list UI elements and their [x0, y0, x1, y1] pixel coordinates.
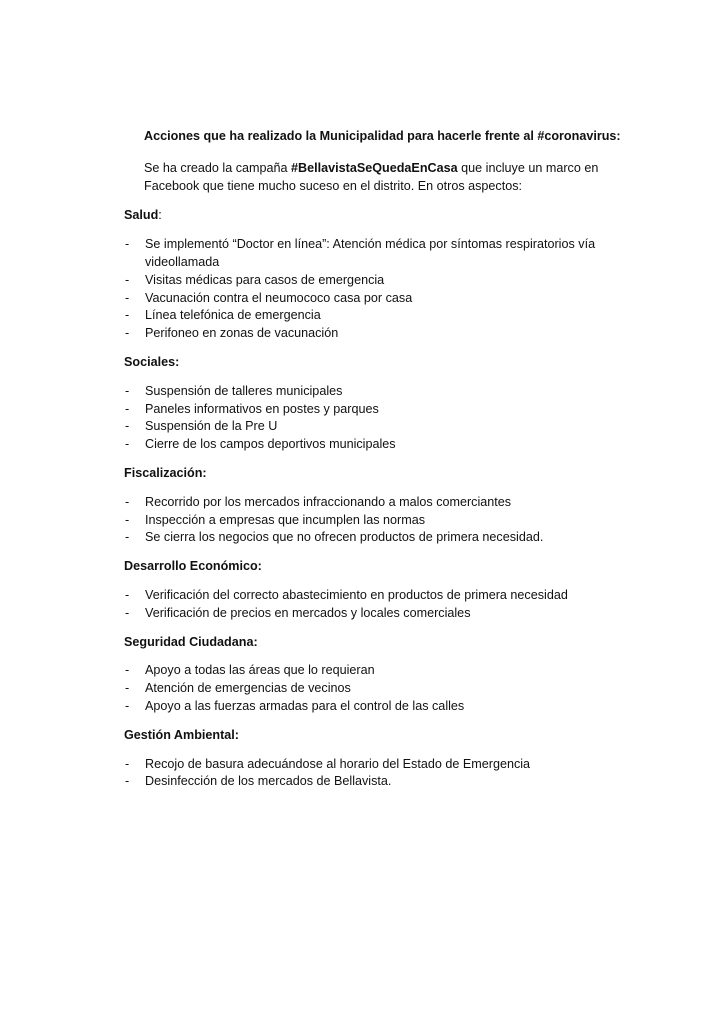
list-item [124, 529, 600, 547]
list-item-text: Recorrido por los mercados infraccionando a malos comerciantes [145, 494, 512, 509]
list-item-text: Paneles informativos en postes y parques [145, 401, 379, 416]
list-item [124, 698, 600, 716]
intro-text-end: que incluye un marco en Facebook que tiene mucho suceso en el distrito. En otros aspectos: [144, 160, 599, 193]
list-item-text: Línea telefónica de emergencia [145, 308, 321, 323]
section-heading: Fiscalización: [124, 465, 207, 480]
list-item-text: Apoyo a todas las áreas que lo requieran [145, 663, 375, 678]
list-item [124, 290, 600, 308]
bullet-list [124, 587, 604, 623]
list-item-text: Recojo de basura adecuándose al horario del Estado de Emergencia [145, 756, 531, 771]
bullet-list [124, 236, 604, 343]
section-heading: Gestión Ambiental: [124, 727, 239, 742]
list-item-text: Cierre de los campos deportivos municipales [145, 437, 396, 452]
section [124, 207, 604, 343]
list-item [124, 383, 600, 401]
bullet-dash: - [125, 512, 130, 527]
list-item [124, 325, 600, 343]
list-item-text: Apoyo a las fuerzas armadas para el control de las calles [145, 698, 465, 713]
section-heading: Seguridad Ciudadana: [124, 634, 258, 649]
section [124, 465, 604, 547]
bullet-dash: - [125, 530, 130, 545]
list-item-text: Suspensión de talleres municipales [145, 383, 343, 398]
section [124, 727, 604, 791]
list-item [124, 662, 600, 680]
bullet-dash: - [125, 437, 130, 452]
document-body [124, 128, 621, 802]
bullet-list [124, 662, 604, 715]
list-item-text: Se implementó “Doctor en línea”: Atención médica por síntomas respiratorios vía videollamada [145, 237, 596, 269]
bullet-dash: - [125, 587, 130, 602]
list-item [124, 494, 600, 512]
list-item-text: Suspensión de la Pre U [145, 419, 278, 434]
bullet-dash: - [125, 272, 130, 287]
list-item-text: Verificación del correcto abastecimiento en productos de primera necesidad [145, 587, 568, 602]
bullet-dash: - [125, 419, 130, 434]
section-heading: Sociales: [124, 354, 180, 369]
list-item-text: Visitas médicas para casos de emergencia [145, 272, 385, 287]
bullet-dash: - [125, 774, 130, 789]
list-item [124, 512, 600, 530]
intro-paragraph [144, 160, 604, 196]
bullet-dash: - [125, 494, 130, 509]
section [124, 634, 604, 716]
list-item [124, 418, 600, 436]
campaign-hashtag: #BellavistaSeQuedaEnCasa [291, 160, 458, 175]
bullet-dash: - [125, 326, 130, 341]
bullet-dash: - [125, 605, 130, 620]
list-item [124, 605, 600, 623]
sections-container [124, 207, 604, 791]
bullet-list [124, 756, 604, 792]
list-item-text: Verificación de precios en mercados y locales comerciales [145, 605, 471, 620]
bullet-dash: - [125, 401, 130, 416]
bullet-dash: - [125, 383, 130, 398]
bullet-dash: - [125, 698, 130, 713]
list-item-text: Desinfección de los mercados de Bellavista. [145, 774, 392, 789]
list-item [124, 680, 600, 698]
section [124, 354, 604, 454]
bullet-dash: - [125, 308, 130, 323]
list-item [124, 307, 600, 325]
bullet-dash: - [125, 663, 130, 678]
intro-text-start: Se ha creado la campaña [144, 160, 292, 175]
list-item [124, 401, 600, 419]
section-heading-word: Salud [124, 208, 159, 223]
section-heading [124, 207, 604, 225]
bullet-dash: - [125, 681, 130, 696]
section [124, 558, 604, 622]
list-item-text: Inspección a empresas que incumplen las normas [145, 512, 426, 527]
list-item [124, 436, 600, 454]
list-item-text: Vacunación contra el neumococo casa por casa [145, 290, 413, 305]
list-item [124, 587, 600, 605]
bullet-list [124, 383, 604, 454]
bullet-dash: - [125, 237, 130, 252]
bullet-dash: - [125, 290, 130, 305]
list-item [124, 773, 600, 791]
list-item [124, 272, 600, 290]
list-item-text: Perifoneo en zonas de vacunación [145, 326, 339, 341]
bullet-list [124, 494, 604, 547]
section-heading-colon: : [158, 208, 162, 223]
document-title: Acciones que ha realizado la Municipalidad para hacerle frente al #coronavirus: [144, 129, 621, 143]
list-item-text: Se cierra los negocios que no ofrecen productos de primera necesidad. [145, 530, 544, 545]
list-item [124, 756, 600, 774]
list-item [124, 236, 600, 272]
list-item-text: Atención de emergencias de vecinos [145, 681, 351, 696]
section-heading: Desarrollo Económico: [124, 559, 262, 574]
bullet-dash: - [125, 756, 130, 771]
